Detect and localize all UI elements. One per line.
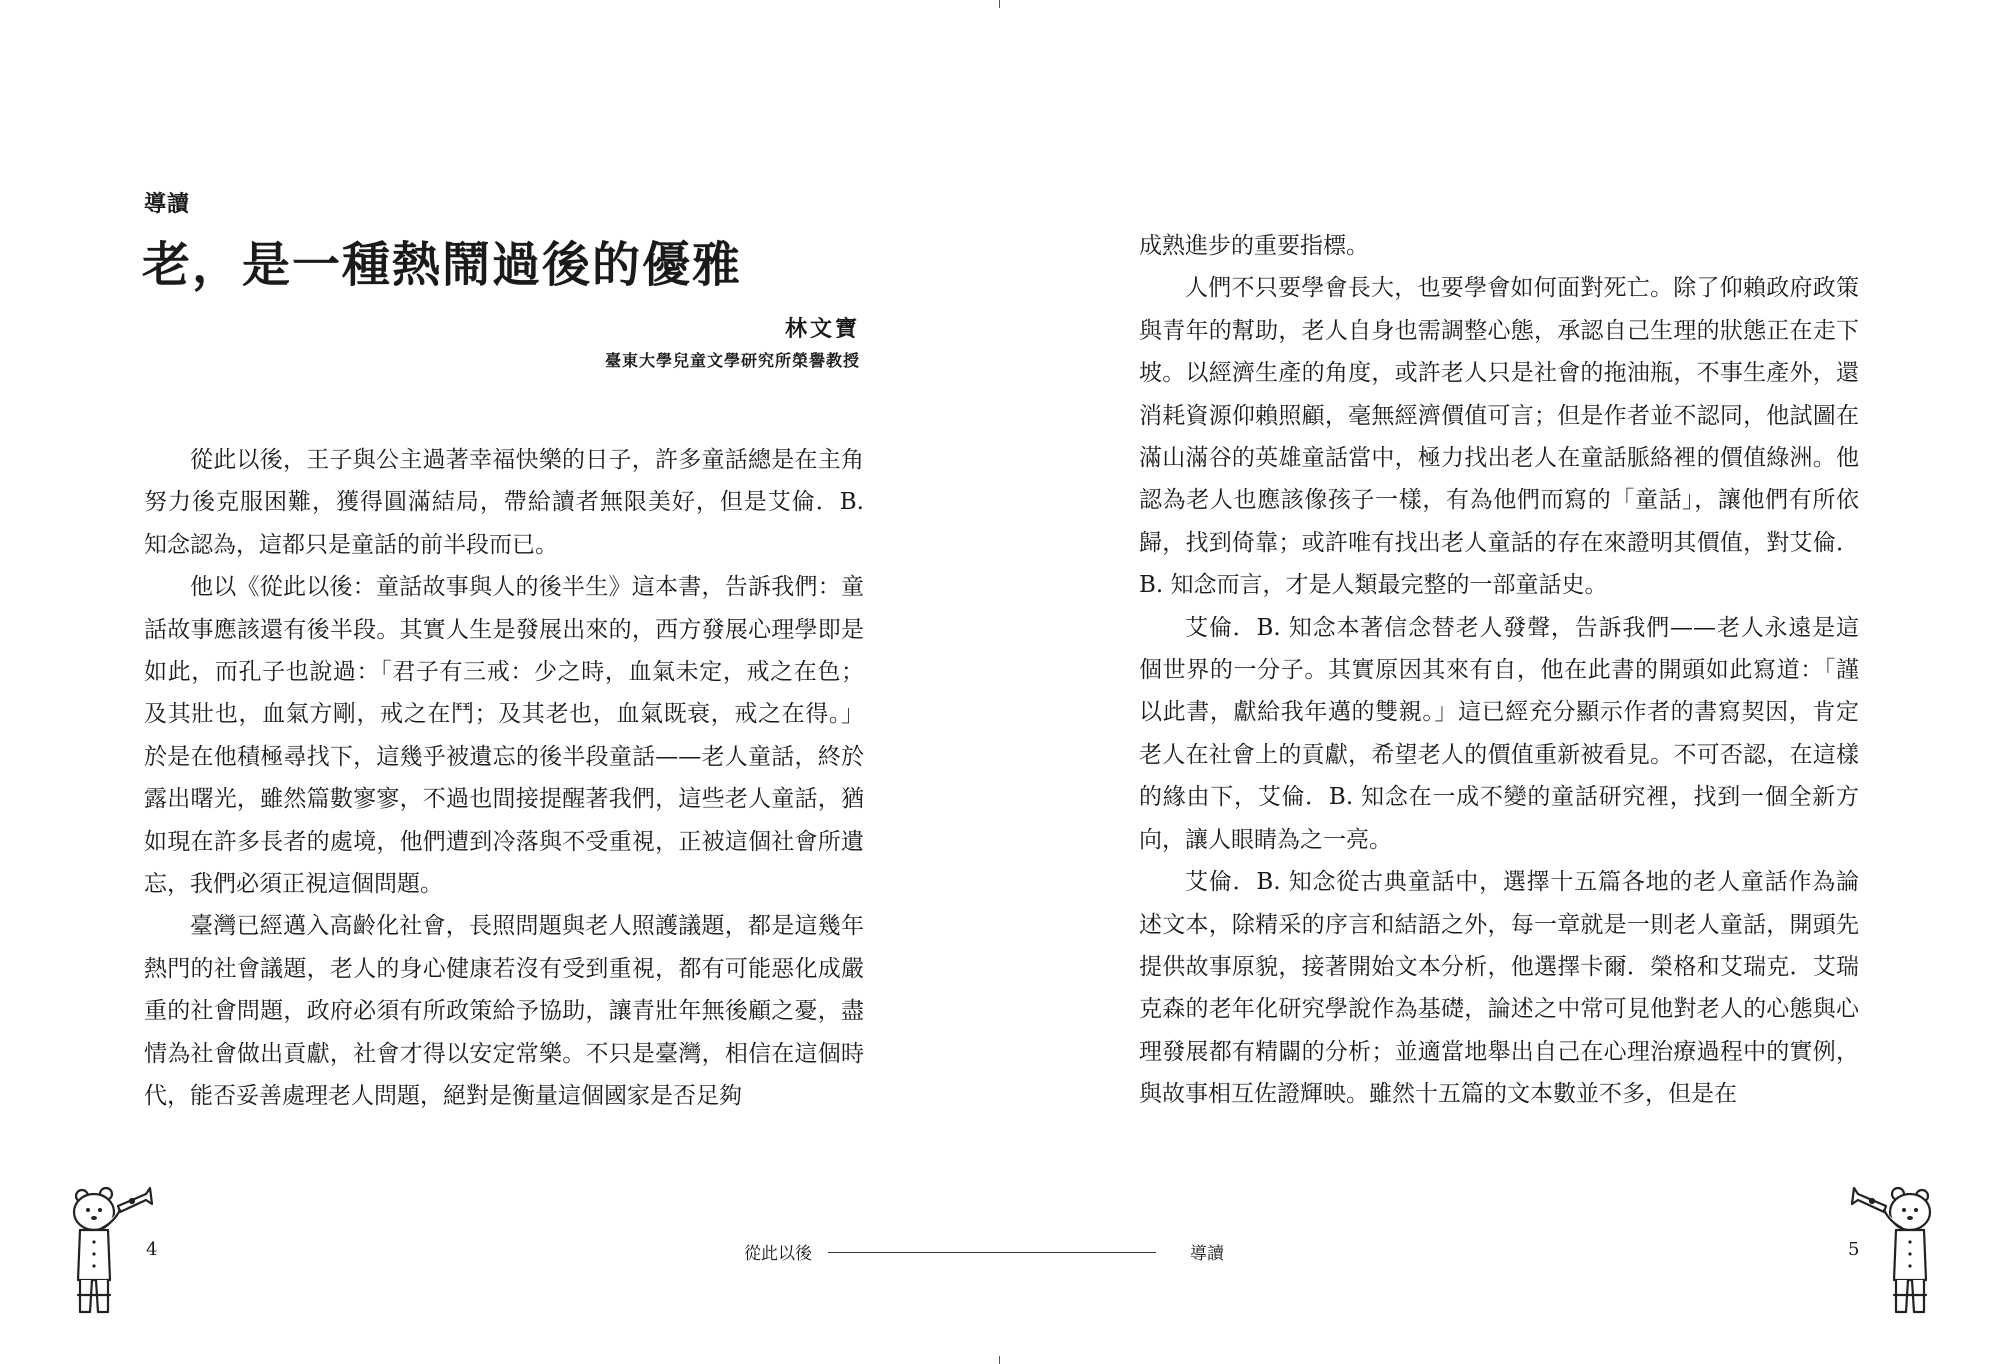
paragraph: 艾倫．B. 知念從古典童話中，選擇十五篇各地的老人童話作為論述文本，除精采的序言和結語之外，每一章就是一則老人童話，開頭先提供故事原貌，接著開始文本分析，他選擇卡爾．榮格和艾瑞克．艾瑞克森的老年化研究學說作為基礎，論述之中常可見他對老人的心態與心理發展都有精闢的分析；並適當地舉出自己在心理治療過程中的實例，與故事相互佐證輝映。雖然十五篇的文本數並不多，但是在: [1139, 869, 1859, 1108]
footer-section-title: 導讀: [1190, 1244, 1224, 1264]
footer-divider: [828, 1252, 1156, 1253]
page-number-left: 4: [146, 1239, 158, 1260]
page-number-right: 5: [1848, 1239, 1860, 1260]
paragraph-continued: 成熟進步的重要指標。: [1139, 233, 1369, 259]
bear-trumpet-icon: [1838, 1180, 1938, 1320]
paragraph: 臺灣已經邁入高齡化社會，長照問題與老人照護議題，都是這幾年熱門的社會議題，老人的身心健康若沒有受到重視，都有可能惡化成嚴重的社會問題，政府必須有所政策給予協助，讓青壯年無後顧之憂，盡情為社會做出貢獻，社會才得以安定常樂。不只是臺灣，相信在這個時代，能否妥善處理老人問題，絕對是衡量這個國家是否足夠: [144, 913, 864, 1110]
paragraph: 他以《從此以後：童話故事與人的後半生》這本書，告訴我們：童話故事應該還有後半段。其實人生是發展出來的，西方發展心理學即是如此，而孔子也說過：「君子有三戒：少之時，血氣未定，戒之在色；及其壯也，血氣方剛，戒之在鬥；及其老也，血氣既衰，戒之在得。」於是在他積極尋找下，這幾乎被遺忘的後半段童話——老人童話，終於露出曙光，雖然篇數寥寥，不過也間接提醒著我們，這些老人童話，猶如現在許多長者的處境，他們遭到冷落與不受重視，正被這個社會所遺忘，我們必須正視這個問題。: [144, 574, 864, 898]
paragraph: 從此以後，王子與公主過著幸福快樂的日子，許多童話總是在主角努力後克服困難，獲得圓滿結局，帶給讀者無限美好，但是艾倫．B. 知念認為，這都只是童話的前半段而已。: [144, 447, 864, 558]
paragraph: 艾倫．B. 知念本著信念替老人發聲，告訴我們——老人永遠是這個世界的一分子。其實原因其來有自，他在此書的開頭如此寫道：「謹以此書，獻給我年邁的雙親。」這已經充分顯示作者的書寫契因，肯定老人在社會上的貢獻，希望老人的價值重新被看見。不可否認，在這樣的緣由下，艾倫．B. 知念在一成不變的童話研究裡，找到一個全新方向，讓人眼睛為之一亮。: [1139, 614, 1859, 853]
author-name: 林文寶: [784, 316, 860, 342]
section-label: 導讀: [144, 192, 191, 217]
left-body-text: [144, 439, 864, 1118]
paragraph: 人們不只要學會長大，也要學會如何面對死亡。除了仰賴政府政策與青年的幫助，老人自身也需調整心態，承認自己生理的狀態正在走下坡。以經濟生產的角度，或許老人只是社會的拖油瓶，不事生產外，還消耗資源仰賴照顧，毫無經濟價值可言；但是作者並不認同，他試圖在滿山滿谷的英雄童話當中，極力找出老人在童話脈絡裡的價值綠洲。他認為老人也應該像孩子一樣，有為他們而寫的「童話」，讓他們有所依歸，找到倚靠；或許唯有找出老人童話的存在來證明其價值，對艾倫．B. 知念而言，才是人類最完整的一部童話史。: [1139, 275, 1859, 599]
footer-book-title: 從此以後: [744, 1244, 812, 1264]
crop-mark-top: [999, 0, 1000, 8]
crop-mark-bottom: [999, 1356, 1000, 1364]
right-body-text: [1139, 225, 1859, 1116]
author-affiliation: 臺東大學兒童文學研究所榮譽教授: [604, 351, 860, 370]
page-title: 老，是一種熱鬧過後的優雅: [142, 237, 743, 293]
